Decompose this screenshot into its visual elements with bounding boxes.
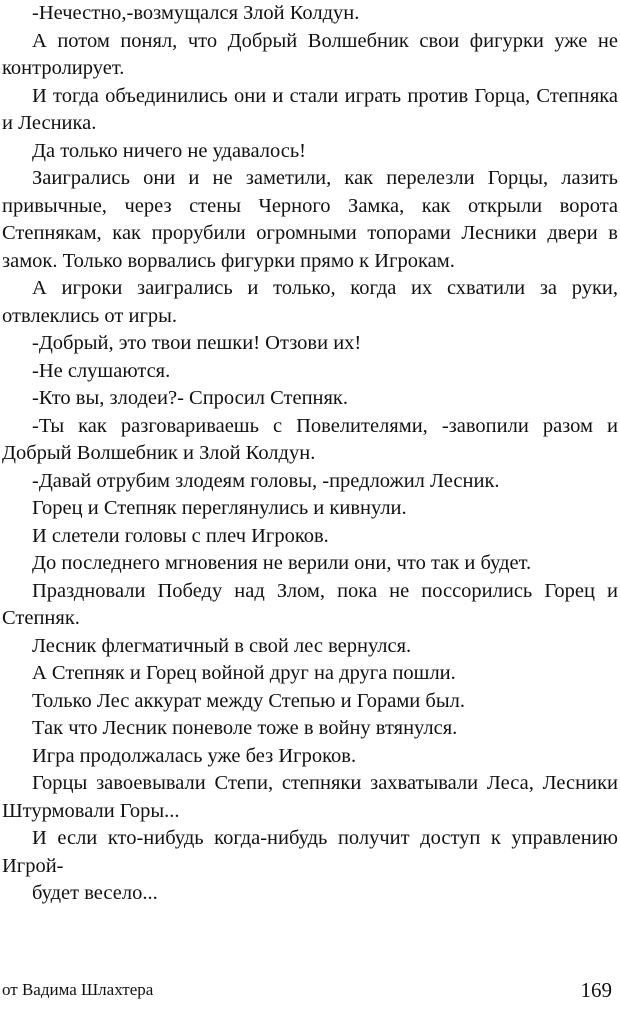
paragraph: А игроки заигрались и только, когда их схватили за руки, отвлеклись от игры. (2, 277, 618, 327)
paragraph: И слетели головы с плеч Игроков. (32, 524, 329, 547)
paragraph: Горец и Степняк переглянулись и кивнули. (32, 497, 407, 519)
paragraph: -Кто вы, злодеи?- Спросил Степняк. (32, 387, 349, 409)
paragraph: А потом понял, что Добрый Волшебник свои фигурки уже не контролирует. (2, 29, 618, 79)
paragraph: -Нечестно,-возмущался Злой Колдун. (32, 2, 360, 24)
paragraph: Лесник флегматичный в свой лес вернулся. (32, 634, 412, 657)
page-footer (2, 978, 612, 1008)
body-text (2, 0, 618, 908)
paragraph: Заигрались они и не заметили, как перелезли Горцы, лазить привычные, через стены Черного Замка, как открыли ворота Степнякам, как прорубили огромными топорами Лесники двери в замок. Только ворвались фигурки прямо к Игрокам. (2, 167, 618, 272)
author-credit: от Вадима Шлахтера (2, 980, 154, 999)
paragraph: Только Лес аккурат между Степью и Горами был. (32, 689, 465, 712)
paragraph: -Давай отрубим злодеям головы, -предложил Лесник. (32, 469, 500, 492)
paragraph: Игра продолжалась уже без Игроков. (32, 744, 357, 767)
paragraph: Да только ничего не удавалось! (32, 139, 307, 162)
page-number: 169 (580, 978, 612, 1002)
paragraph: будет весело... (32, 882, 158, 904)
paragraph: И тогда объединились они и стали играть против Горца, Степняка и Лесника. (2, 84, 618, 134)
paragraph: -Добрый, это твои пешки! Отзови их! (32, 332, 362, 354)
paragraph: А Степняк и Горец войной друг на друга пошли. (32, 662, 456, 684)
paragraph: Так что Лесник поневоле тоже в войну втянулся. (32, 717, 458, 739)
paragraph: -Не слушаются. (32, 359, 171, 382)
paragraph: До последнего мгновения не верили они, что так и будет. (32, 552, 532, 574)
paragraph: -Ты как разговариваешь с Повелителями, -завопили разом и Добрый Волшебник и Злой Колдун. (2, 414, 618, 464)
paragraph: Горцы завоевывали Степи, степняки захватывали Леса, Лесники Штурмовали Горы... (2, 772, 618, 822)
paragraph: Праздновали Победу над Злом, пока не поссорились Горец и Степняк. (2, 579, 618, 629)
paragraph: И если кто-нибудь когда-нибудь получит доступ к управлению Игрой- (2, 827, 618, 877)
